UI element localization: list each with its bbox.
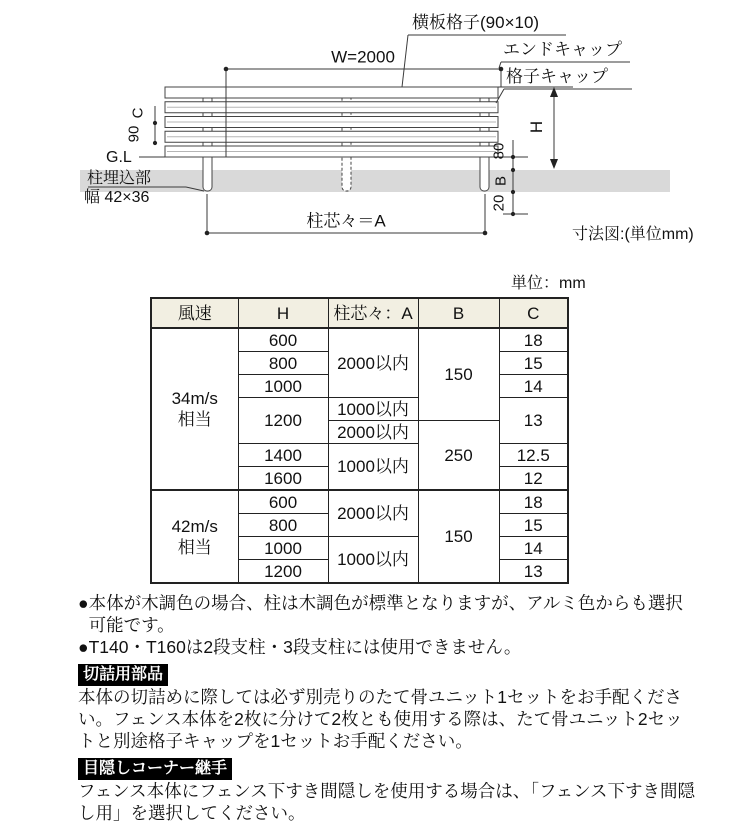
note-text: 本体が木調色の場合、柱は木調色が標準となりますが、アルミ色からも選択可能です。 — [88, 593, 683, 635]
wind-speed-line: 34m/s — [171, 389, 218, 408]
wind-speed-line: 相当 — [177, 537, 212, 557]
cell-h: 800 — [238, 352, 328, 375]
section-title-badge: 目隠しコーナー継手 — [78, 758, 232, 780]
note-section-cut-parts — [78, 658, 698, 752]
cell-a: 2000以内 — [328, 328, 418, 398]
cell-a: 2000以内 — [328, 421, 418, 444]
note-section-corner-joint — [78, 752, 698, 824]
bullet-icon: ● — [78, 637, 89, 657]
cell-b: 250 — [418, 421, 499, 491]
cell-h: 1000 — [238, 537, 328, 560]
diagram-caption: 寸法図:(単位mm) — [572, 226, 694, 243]
cell-c: 12.5 — [499, 444, 568, 467]
cell-c: 15 — [499, 352, 568, 375]
cell-b: 150 — [418, 490, 499, 583]
note-bullet-item — [78, 592, 698, 636]
col-header-b: B — [418, 298, 499, 328]
col-header-wind: 風速 — [151, 298, 238, 328]
cell-h: 600 — [238, 490, 328, 514]
cell-b: 150 — [418, 328, 499, 421]
post-embed-title: 柱埋込部 — [87, 170, 152, 187]
cell-c: 13 — [499, 560, 568, 584]
cell-c: 18 — [499, 490, 568, 514]
post-embed-size: 幅 42×36 — [84, 189, 150, 206]
col-header-c: C — [499, 298, 568, 328]
board-center-lines — [167, 107, 496, 151]
cell-h: 1200 — [238, 398, 328, 444]
cell-h: 1200 — [238, 560, 328, 584]
cell-c: 18 — [499, 328, 568, 352]
bullet-icon: ● — [78, 593, 89, 613]
note-bullet-item — [78, 636, 698, 658]
wind-spec-table — [150, 297, 569, 584]
dim-b-label: B — [492, 175, 510, 187]
col-header-h: H — [238, 298, 328, 328]
section-title-badge: 切詰用部品 — [78, 664, 168, 686]
wind-speed-line: 相当 — [177, 410, 212, 429]
fence-dimension-diagram — [0, 0, 740, 260]
dim-90-label: 90 — [125, 125, 143, 143]
note-text: T140・T160は2段支柱・3段支柱には使用できません。 — [88, 637, 522, 657]
header-row — [151, 298, 568, 328]
col-header-a: 柱芯々：A — [328, 298, 418, 328]
post-pitch-label: 柱芯々＝A — [306, 211, 386, 231]
dim-80-label: 80 — [490, 142, 508, 160]
cell-h: 1600 — [238, 467, 328, 491]
cell-c: 14 — [499, 375, 568, 398]
table-row — [151, 328, 568, 352]
cell-c: 13 — [499, 398, 568, 444]
lattice-cap-label: 格子キャップ — [506, 67, 608, 86]
cell-h: 1000 — [238, 375, 328, 398]
section-body: 本体の切詰めに際しては必ず別売りのたて骨ユニット1セットをお手配ください。フェンス本体を2枚に分けて2枚とも使用する際は、たて骨ユニット2セットと別途格子キャップを1セットお手配ください。 — [78, 687, 683, 751]
cell-c: 12 — [499, 467, 568, 491]
cell-a: 1000以内 — [328, 398, 418, 421]
end-cap-label: エンドキャップ — [503, 40, 622, 59]
cell-a: 1000以内 — [328, 444, 418, 491]
ground-line-label: G.L — [106, 149, 132, 166]
dim-h-label: H — [527, 120, 546, 134]
cell-a: 1000以内 — [328, 537, 418, 584]
cell-h: 800 — [238, 514, 328, 537]
table-row — [151, 490, 568, 514]
cell-h: 600 — [238, 328, 328, 352]
cell-h: 1400 — [238, 444, 328, 467]
cell-a: 2000以内 — [328, 490, 418, 537]
wind-speed-cell — [151, 490, 238, 583]
width-dimension-label: W=2000 — [331, 47, 395, 67]
table-unit-note: 単位：mm — [511, 275, 586, 292]
dim-c-label: C — [129, 107, 147, 119]
cell-c: 14 — [499, 537, 568, 560]
board — [165, 87, 498, 98]
notes-section — [78, 592, 698, 824]
wind-speed-line: 42m/s — [171, 516, 218, 536]
section-body: フェンス本体にフェンス下すき間隠しを使用する場合は、「フェンス下すき間隠し用」を選択してください。 — [78, 781, 696, 823]
cell-c: 15 — [499, 514, 568, 537]
wind-speed-cell — [151, 328, 238, 490]
dim-20-label: 20 — [490, 194, 508, 212]
board-label: 横板格子(90×10) — [412, 13, 540, 32]
ground-band — [80, 170, 670, 192]
